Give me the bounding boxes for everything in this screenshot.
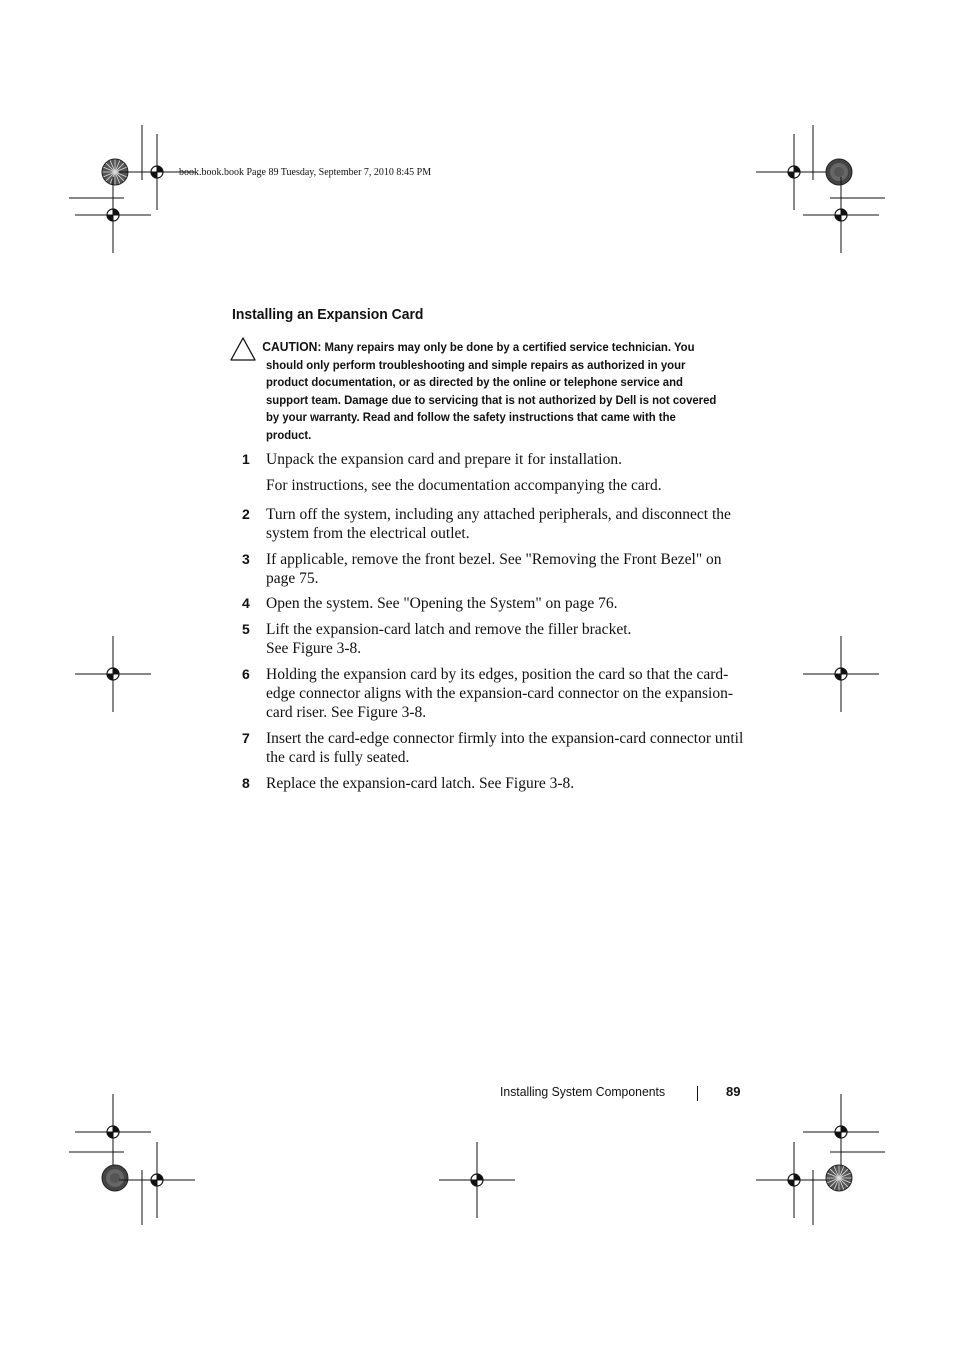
step-number: 1 [242, 451, 250, 467]
registration-crosshair-icon [75, 636, 151, 712]
registration-crosshair-icon [119, 1142, 195, 1218]
step-text: If applicable, remove the front bezel. See "Removing the Front Bezel" on page 75. [266, 551, 722, 587]
registration-crosshair-icon [75, 177, 151, 253]
step-text: Insert the card-edge connector firmly into the expansion-card connector until the card is fully seated. [266, 730, 744, 766]
step-text: Unpack the expansion card and prepare it for installation. [266, 451, 622, 468]
step-text: Lift the expansion-card latch and remove the filler bracket. [266, 621, 632, 638]
section-title: Installing an Expansion Card [232, 306, 424, 323]
step-number: 8 [242, 775, 250, 791]
step-number: 4 [242, 595, 250, 611]
registration-crosshair-icon [803, 1094, 879, 1170]
registration-crosshair-icon [803, 636, 879, 712]
step-text: Holding the expansion card by its edges, position the card so that the card-edge connector aligns with the expansion-card connector on the expansion-card riser. See Figure 3-8. [266, 666, 733, 721]
caution-label: CAUTION: [262, 339, 322, 354]
step-number: 2 [242, 506, 250, 522]
step-number: 3 [242, 551, 250, 567]
color-wheel-icon [826, 1165, 852, 1191]
registration-crosshair-icon [75, 1094, 151, 1170]
footer-section-title: Installing System Components [500, 1084, 666, 1099]
step-text: Open the system. See "Opening the System" on page 76. [266, 595, 618, 612]
color-wheel-icon [826, 159, 852, 185]
step-note: For instructions, see the documentation accompanying the card. [266, 477, 662, 494]
registration-crosshair-icon [756, 134, 832, 210]
registration-crosshair-icon [756, 1142, 832, 1218]
page-number: 89 [726, 1084, 741, 1099]
step-text: Replace the expansion-card latch. See Figure 3-8. [266, 775, 575, 792]
step-number: 5 [242, 621, 250, 637]
step-text-continued: See Figure 3-8. [266, 640, 362, 657]
caution-notice [262, 338, 722, 445]
step-number: 6 [242, 666, 250, 682]
color-wheel-icon [102, 1165, 128, 1191]
caution-triangle-icon [230, 337, 256, 361]
caution-text: Many repairs may only be done by a certified service technician. You should only perform troubleshooting and simple repairs as authorized in your product documentation, or as directed by the online or telephone service and support team. Damage due to servicing that is not authorized by Dell is not covered by your warranty. Read and follow the safety instructions that came with the product. [266, 340, 717, 442]
registration-crosshair-icon [439, 1142, 515, 1218]
registration-crosshair-icon [803, 177, 879, 253]
step-text: Turn off the system, including any attached peripherals, and disconnect the system from the electrical outlet. [266, 506, 731, 542]
footer-divider [697, 1086, 698, 1101]
print-header-stamp: book.book.book Page 89 Tuesday, September 7, 2010 8:45 PM [179, 167, 432, 178]
step-number: 7 [242, 730, 250, 746]
